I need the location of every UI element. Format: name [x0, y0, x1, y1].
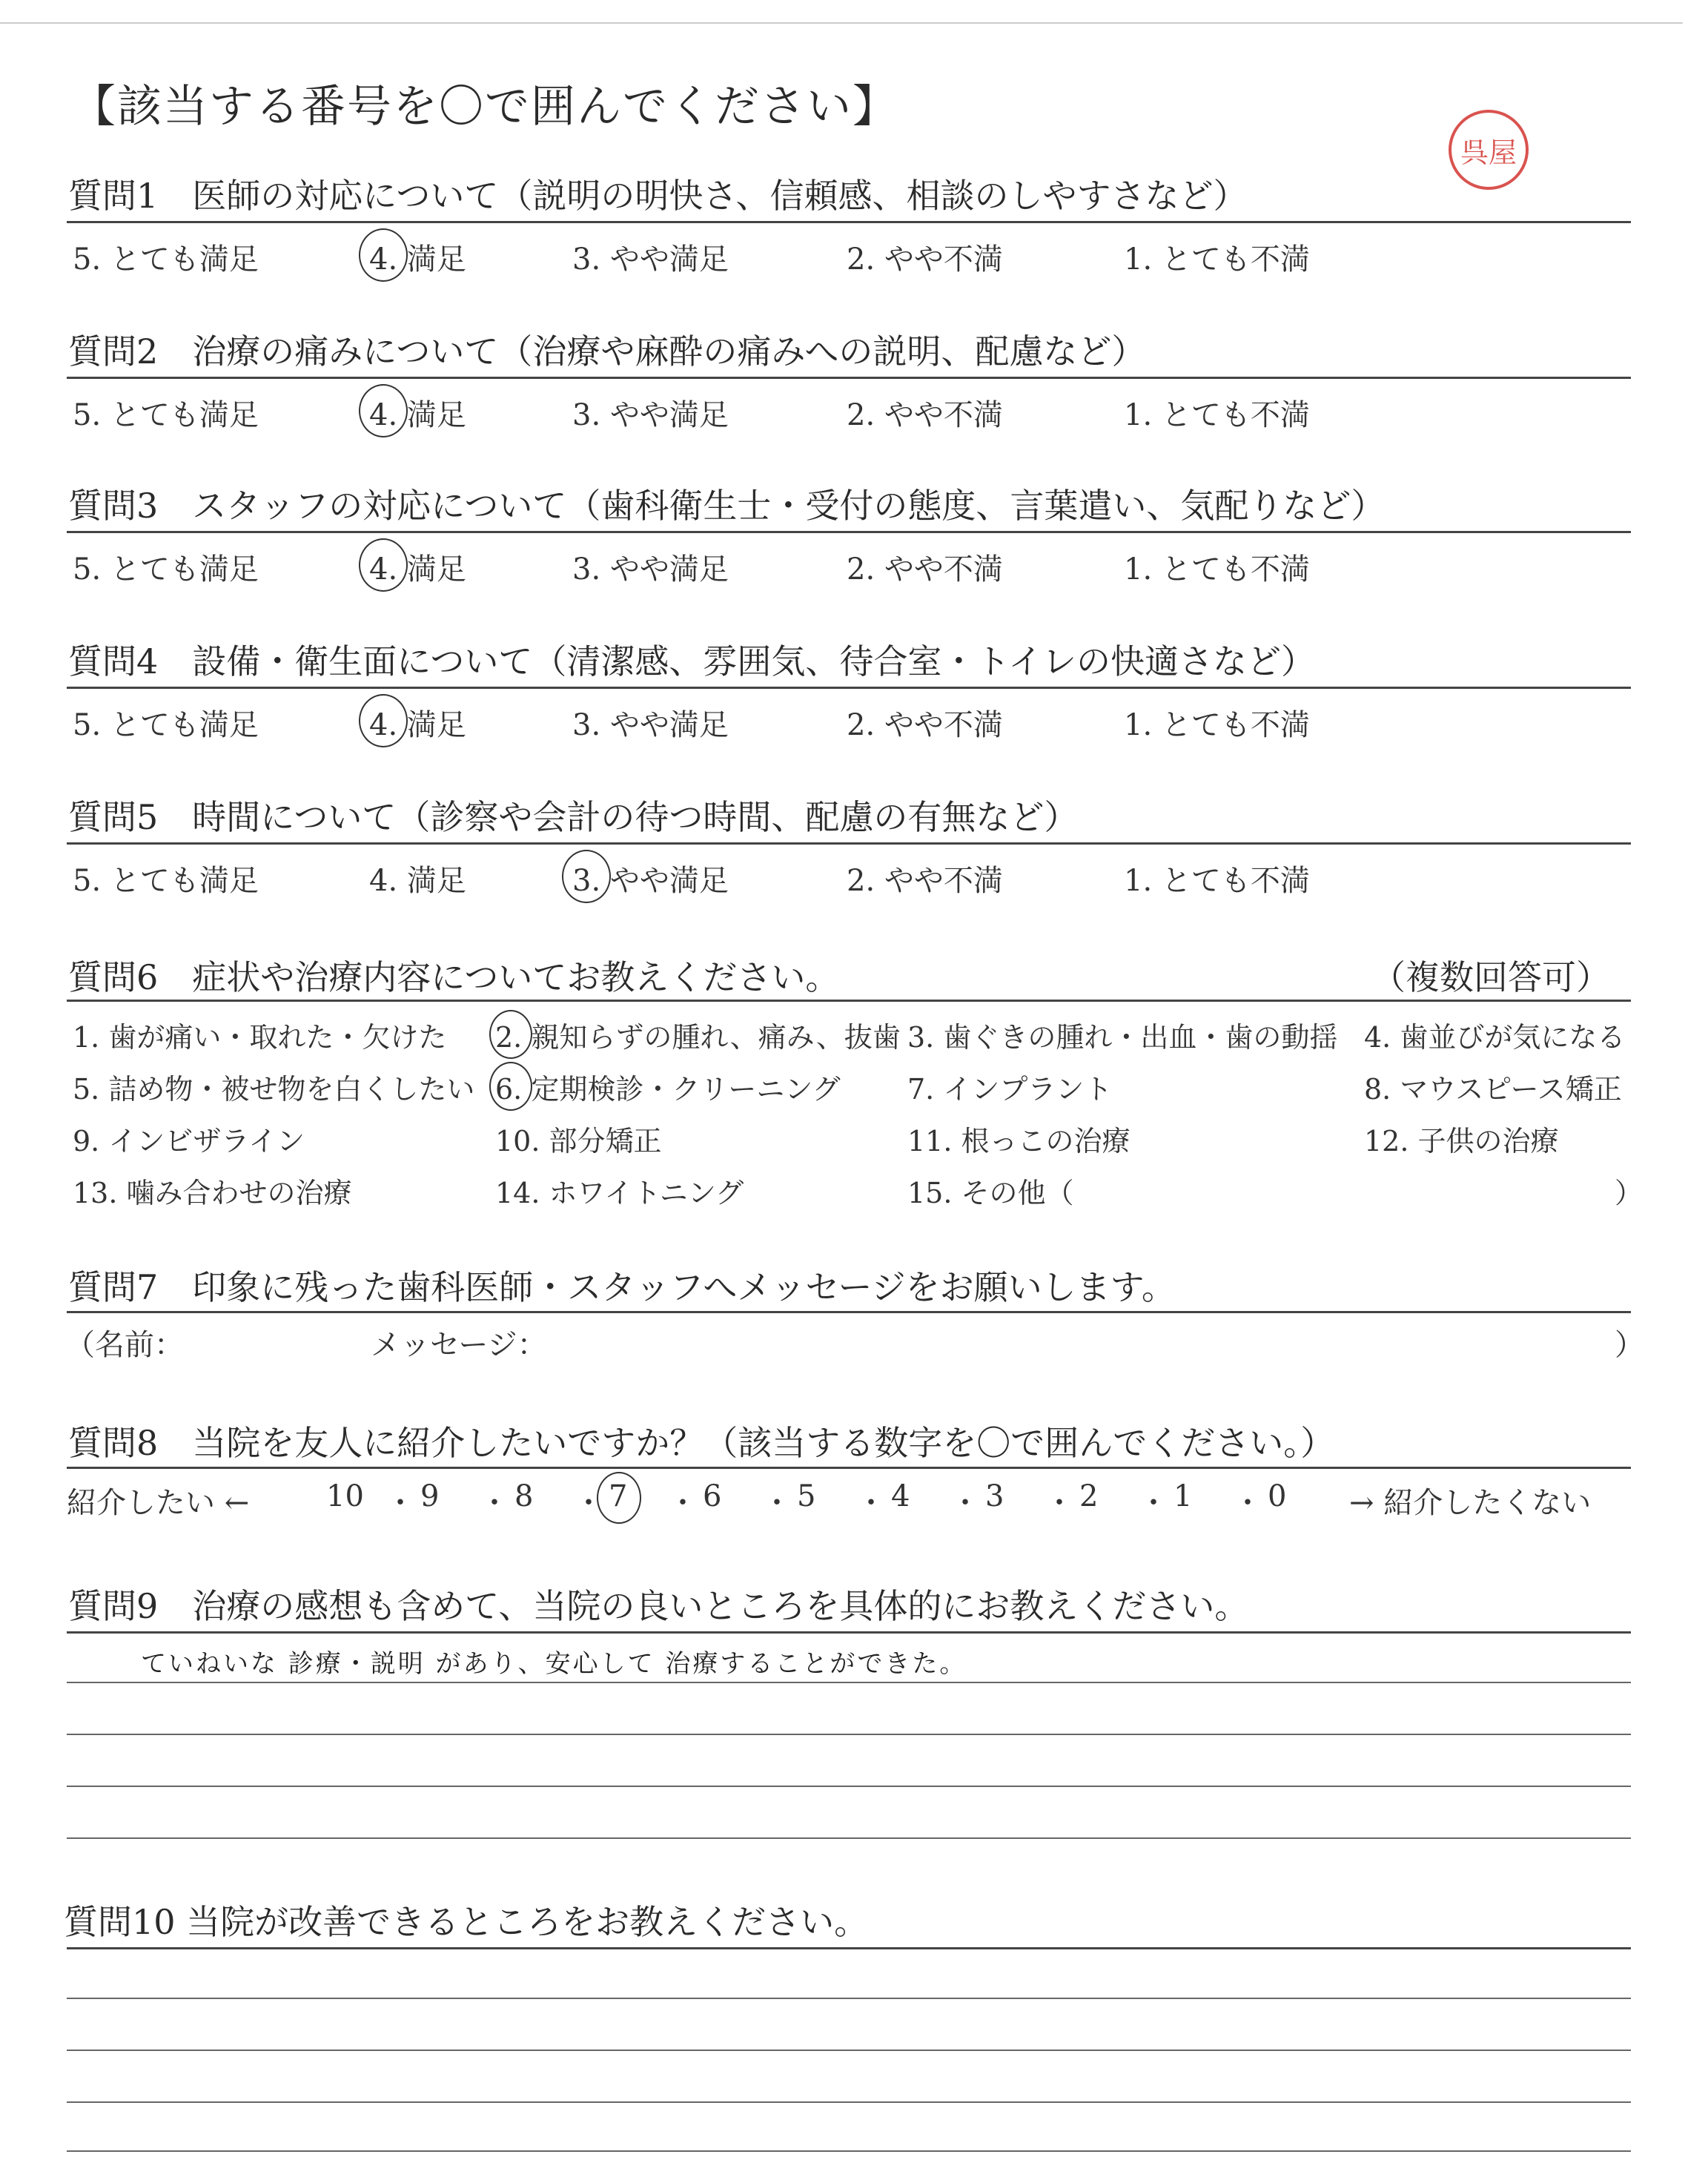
q4-heading: 質問4 設備・衛生面について（清潔感、雰囲気、待合室・トイレの快適さなど） [68, 641, 1316, 681]
q6-option-4[interactable]: 4. 歯並びが気になる [1364, 1021, 1626, 1054]
q2-heading: 質問2 治療の痛みについて（治療や麻酔の痛みへの説明、配慮など） [68, 331, 1146, 371]
q4-option-2[interactable]: 2. やや不満 [847, 708, 1003, 742]
q3-option-2[interactable]: 2. やや不満 [847, 552, 1003, 587]
q8-scale-4[interactable]: 4 [891, 1479, 910, 1513]
q6-option-9[interactable]: 9. インビザライン [73, 1125, 305, 1157]
q1-heading: 質問1 医師の対応について（説明の明快さ、信頼感、相談のしやすさなど） [68, 176, 1248, 216]
name-stamp [1449, 110, 1529, 190]
q4-option-5[interactable]: 5. とても満足 [73, 708, 259, 742]
q2-option-3[interactable]: 3. やや満足 [572, 398, 729, 432]
top-edge-line [0, 22, 1683, 24]
q1-selection-circle [359, 228, 408, 282]
q3-option-5[interactable]: 5. とても満足 [73, 552, 259, 587]
q4-selection-circle [359, 694, 408, 747]
q1-option-5[interactable]: 5. とても満足 [73, 242, 259, 277]
q8-scale-separator: ・ [762, 1486, 792, 1520]
page-title: 【該当する番号を〇で囲んでください】 [71, 81, 898, 133]
q6-selection-circle [489, 1062, 532, 1111]
q5-option-5[interactable]: 5. とても満足 [73, 864, 259, 898]
q10-answer-line [67, 1998, 1631, 1999]
q7-heading: 質問7 印象に残った歯科医師・スタッフへメッセージをお願いします。 [68, 1267, 1176, 1307]
q8-scale-7[interactable]: 7 [609, 1479, 628, 1513]
q10-answer-line [67, 2101, 1631, 2103]
q6-option-10[interactable]: 10. 部分矯正 [495, 1125, 662, 1157]
q8-scale-1[interactable]: 1 [1174, 1479, 1193, 1513]
q8-left-label: 紹介したい ← [67, 1486, 250, 1520]
q5-option-1[interactable]: 1. とても不満 [1124, 864, 1310, 898]
q6-option-15[interactable]: 15. その他（ [907, 1177, 1074, 1209]
q10-heading: 質問10 当院が改善できるところをお教えください。 [64, 1902, 869, 1942]
q6-option-8[interactable]: 8. マウスピース矯正 [1364, 1073, 1622, 1106]
q6-option-12[interactable]: 12. 子供の治療 [1364, 1125, 1559, 1157]
q8-scale-separator: ・ [1139, 1486, 1168, 1520]
q3-option-1[interactable]: 1. とても不満 [1124, 552, 1310, 587]
q9-answer-line [67, 1682, 1631, 1683]
q9-answer-line [67, 1734, 1631, 1735]
q6-note: （複数回答可） [1371, 957, 1610, 997]
q10-rule [67, 1947, 1631, 1949]
q10-answer-line [67, 2050, 1631, 2051]
q9-answer-line [67, 1786, 1631, 1787]
q3-selection-circle [359, 538, 408, 592]
q6-option-13[interactable]: 13. 噛み合わせの治療 [73, 1177, 352, 1209]
q8-scale-separator: ・ [1233, 1486, 1262, 1520]
q6-option-11[interactable]: 11. 根っこの治療 [907, 1125, 1131, 1157]
q8-scale-8[interactable]: 8 [514, 1479, 534, 1513]
q2-option-2[interactable]: 2. やや不満 [847, 398, 1003, 432]
q8-scale-2[interactable]: 2 [1079, 1479, 1099, 1513]
q5-selection-circle [562, 850, 611, 903]
q8-scale-separator: ・ [385, 1486, 415, 1520]
q8-scale-10[interactable]: 10 [326, 1479, 364, 1513]
q2-option-5[interactable]: 5. とても満足 [73, 398, 259, 432]
q8-rule [67, 1467, 1631, 1469]
q8-scale-separator: ・ [668, 1486, 698, 1520]
q1-option-1[interactable]: 1. とても不満 [1124, 242, 1310, 277]
q2-selection-circle [359, 384, 408, 437]
stamp-text: 呉屋 [1460, 136, 1517, 169]
q6-option-3[interactable]: 3. 歯ぐきの腫れ・出血・歯の動揺 [907, 1021, 1338, 1054]
q8-scale-separator: ・ [480, 1486, 509, 1520]
q3-rule [67, 531, 1631, 533]
q8-right-label: → 紹介したくない [1349, 1486, 1592, 1520]
q8-scale-separator: ・ [950, 1486, 980, 1520]
q7-close-paren: ） [1615, 1328, 1644, 1362]
q8-scale-0[interactable]: 0 [1268, 1479, 1287, 1513]
q8-scale-separator: ・ [574, 1486, 603, 1520]
q5-heading: 質問5 時間について（診察や会計の待つ時間、配慮の有無など） [68, 797, 1079, 837]
q8-scale-6[interactable]: 6 [703, 1479, 722, 1513]
q8-scale-separator: ・ [856, 1486, 886, 1520]
q9-handwritten-answer: ていねいな 診療・説明 があり、安心して 治療することができた。 [141, 1649, 967, 1679]
q6-option-14[interactable]: 14. ホワイトニング [495, 1177, 744, 1209]
q8-heading: 質問8 当院を友人に紹介したいですか？（該当する数字を〇で囲んでください。） [68, 1423, 1335, 1463]
q7-name-label: （名前： [65, 1328, 184, 1362]
q9-answer-line [67, 1837, 1631, 1839]
q6-option-5[interactable]: 5. 詰め物・被せ物を白くしたい [73, 1073, 475, 1106]
q6-selection-circle [489, 1010, 532, 1059]
q2-option-4[interactable]: 4. 満足 [369, 398, 466, 432]
q5-rule [67, 842, 1631, 845]
q3-option-3[interactable]: 3. やや満足 [572, 552, 729, 587]
q5-option-2[interactable]: 2. やや不満 [847, 864, 1003, 898]
q8-scale-separator: ・ [1045, 1486, 1074, 1520]
q9-heading: 質問9 治療の感想も含めて、当院の良いところを具体的にお教えください。 [68, 1586, 1249, 1626]
q8-scale-5[interactable]: 5 [797, 1479, 816, 1513]
q8-selection-circle [597, 1472, 641, 1524]
q6-option-7[interactable]: 7. インプラント [907, 1073, 1113, 1106]
q2-rule [67, 377, 1631, 379]
q3-option-4[interactable]: 4. 満足 [369, 552, 466, 587]
q1-rule [67, 221, 1631, 223]
q3-heading: 質問3 スタッフの対応について（歯科衛生士・受付の態度、言葉遣い、気配りなど） [68, 486, 1386, 526]
q5-option-4[interactable]: 4. 満足 [369, 864, 466, 898]
q6-heading: 質問6 症状や治療内容についてお教えください。 [68, 957, 840, 997]
q7-message-label: メッセージ： [371, 1328, 547, 1362]
q2-option-1[interactable]: 1. とても不満 [1124, 398, 1310, 432]
q4-option-4[interactable]: 4. 満足 [369, 708, 466, 742]
q8-scale-9[interactable]: 9 [420, 1479, 440, 1513]
q9-rule [67, 1631, 1631, 1634]
q6-option-2[interactable]: 2. 親知らずの腫れ、痛み、抜歯 [495, 1021, 901, 1054]
q1-option-4[interactable]: 4. 満足 [369, 242, 466, 277]
q4-option-1[interactable]: 1. とても不満 [1124, 708, 1310, 742]
q6-close-paren: ） [1615, 1177, 1644, 1209]
q6-option-6[interactable]: 6. 定期検診・クリーニング [495, 1073, 841, 1106]
q4-option-3[interactable]: 3. やや満足 [572, 708, 729, 742]
q1-option-2[interactable]: 2. やや不満 [847, 242, 1003, 277]
q4-rule [67, 687, 1631, 689]
q7-rule [67, 1311, 1631, 1313]
q8-scale-3[interactable]: 3 [985, 1479, 1004, 1513]
q10-answer-line [67, 2150, 1631, 2152]
q6-option-1[interactable]: 1. 歯が痛い・取れた・欠けた [73, 1021, 447, 1054]
q1-option-3[interactable]: 3. やや満足 [572, 242, 729, 277]
q6-rule [67, 1000, 1631, 1002]
q5-option-3[interactable]: 3. やや満足 [572, 864, 729, 898]
